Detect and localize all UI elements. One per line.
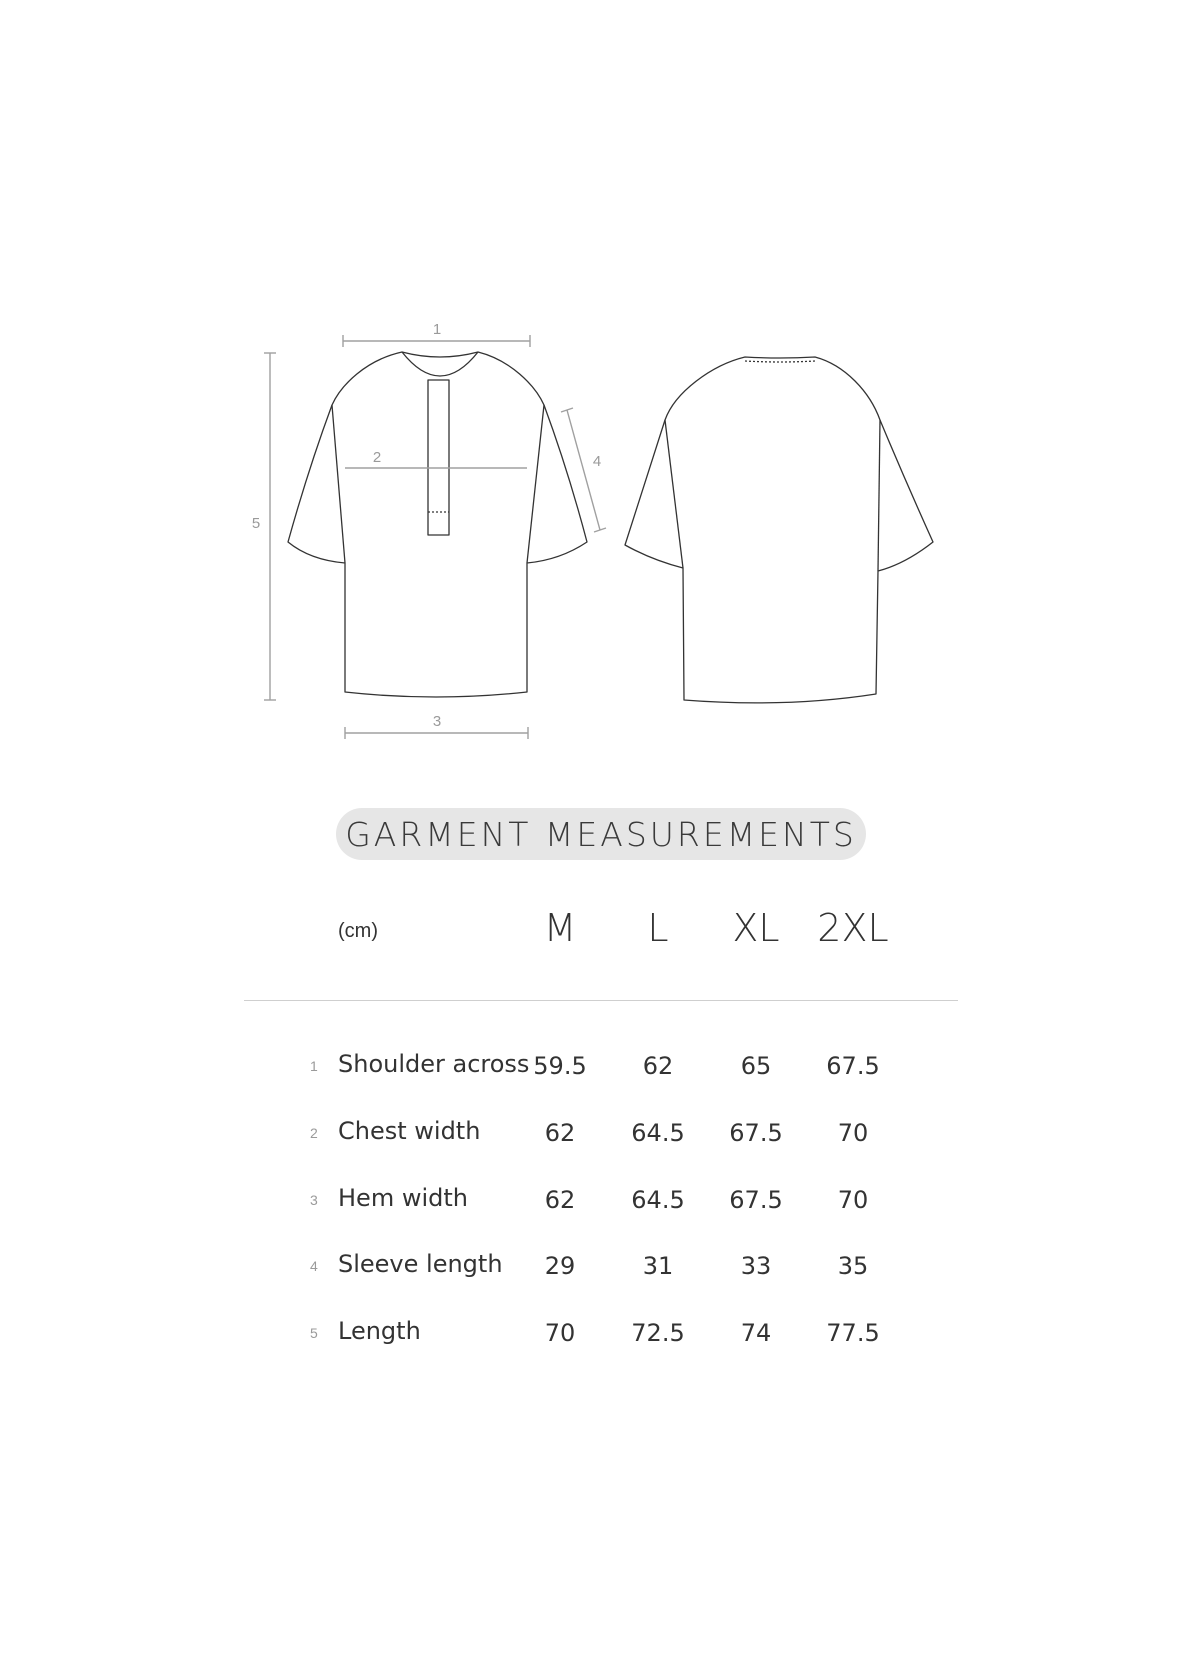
value-2xl: 35 [837, 1252, 869, 1280]
row-label: Sleeve length [338, 1250, 503, 1278]
row-label: Length [338, 1317, 421, 1345]
value-2xl: 67.5 [826, 1052, 880, 1080]
table-row [0, 1117, 1200, 1157]
row-index: 3 [310, 1192, 318, 1208]
row-index: 2 [310, 1125, 318, 1141]
value-m: 70 [544, 1319, 576, 1347]
back-neck-stitch [745, 361, 815, 362]
value-l: 64.5 [631, 1186, 685, 1214]
unit-label: (cm) [338, 920, 378, 942]
right-armhole-seam [527, 405, 544, 563]
marker-2: 2 [372, 449, 382, 466]
value-xl: 67.5 [729, 1186, 783, 1214]
size-header-2xl: 2XL [817, 906, 889, 950]
marker-5: 5 [251, 515, 261, 532]
measure-4-line [567, 410, 600, 530]
value-l: 62 [642, 1052, 674, 1080]
size-header-xl: XL [732, 906, 780, 950]
row-label: Chest width [338, 1117, 481, 1145]
marker-1: 1 [432, 321, 442, 338]
header-divider [244, 1000, 958, 1001]
table-row [0, 1050, 1200, 1090]
row-index: 4 [310, 1258, 318, 1274]
value-m: 29 [544, 1252, 576, 1280]
value-xl: 33 [740, 1252, 772, 1280]
back-view [625, 357, 933, 703]
value-l: 72.5 [631, 1319, 685, 1347]
table-row [0, 1184, 1200, 1224]
front-outline [288, 352, 587, 697]
table-row [0, 1317, 1200, 1357]
back-right-seam [878, 420, 880, 571]
front-view [288, 352, 587, 697]
marker-3: 3 [432, 713, 442, 730]
value-2xl: 70 [837, 1119, 869, 1147]
back-left-seam [665, 420, 683, 568]
measurement-lines [264, 335, 606, 739]
left-armhole-seam [332, 405, 345, 563]
marker-4: 4 [592, 453, 602, 470]
table-row [0, 1250, 1200, 1290]
value-m: 62 [544, 1186, 576, 1214]
row-index: 5 [310, 1325, 318, 1341]
garment-sketch [0, 0, 1200, 760]
garment-measurements-title: GARMENT MEASUREMENTS [336, 808, 866, 860]
value-xl: 65 [740, 1052, 772, 1080]
back-outline [625, 357, 933, 703]
value-m: 59.5 [533, 1052, 587, 1080]
value-2xl: 70 [837, 1186, 869, 1214]
size-header-l: L [647, 906, 669, 950]
measurement-markers [252, 321, 601, 730]
value-l: 31 [642, 1252, 674, 1280]
row-label: Shoulder across [338, 1050, 530, 1078]
front-neck-curve [402, 352, 478, 376]
value-m: 62 [544, 1119, 576, 1147]
value-xl: 67.5 [729, 1119, 783, 1147]
size-header-m: M [543, 906, 577, 950]
row-label: Hem width [338, 1184, 468, 1212]
value-xl: 74 [740, 1319, 772, 1347]
value-l: 64.5 [631, 1119, 685, 1147]
value-2xl: 77.5 [826, 1319, 880, 1347]
row-index: 1 [310, 1058, 318, 1074]
